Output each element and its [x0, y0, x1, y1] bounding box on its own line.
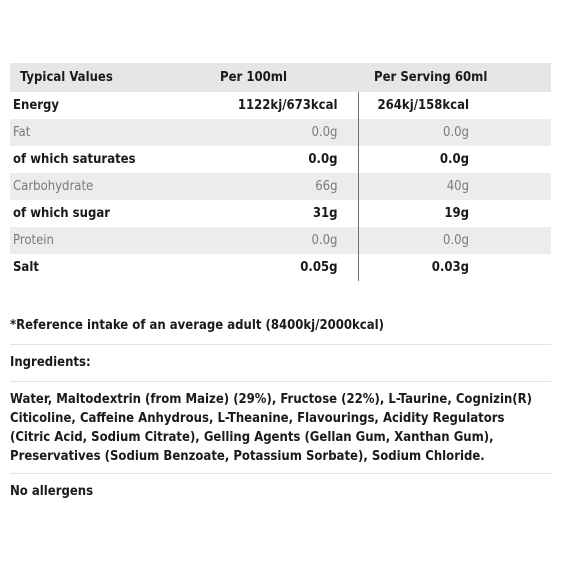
- row-value-per-100ml: 0.05g: [204, 254, 358, 281]
- row-value-per-100ml: 0.0g: [204, 119, 358, 146]
- header-per-100ml: Per 100ml: [204, 63, 358, 92]
- divider: [10, 381, 551, 382]
- header-per-serving: Per Serving 60ml: [358, 63, 551, 92]
- ingredients-line: (Citric Acid, Sodium Citrate), Gelling Agents (Gellan Gum, Xanthan Gum),: [10, 430, 494, 445]
- table-row-saturates: [10, 146, 551, 173]
- row-label: Salt: [13, 260, 39, 275]
- table-row-salt: [10, 254, 551, 281]
- row-value-per-100ml: 1122kj/673kcal: [204, 92, 358, 119]
- row-value-per-100ml: 0.0g: [204, 146, 358, 173]
- row-value-per-serving: 19g: [444, 206, 469, 221]
- row-label: Protein: [10, 227, 204, 254]
- ingredients-line: Citicoline, Caffeine Anhydrous, L-Theanine, Flavourings, Acidity Regulators: [10, 411, 505, 426]
- row-value-per-serving: 0.03g: [431, 260, 469, 275]
- allergens-note: No allergens: [10, 484, 94, 499]
- row-value-per-serving: 0.0g: [358, 119, 551, 146]
- row-value-per-serving: 264kj/158kcal: [377, 98, 469, 113]
- divider: [10, 473, 551, 474]
- row-value-per-serving: 40g: [358, 173, 551, 200]
- row-value-per-serving: 0.0g: [358, 227, 551, 254]
- table-row-energy: [10, 92, 551, 119]
- row-value-per-serving: 0.0g: [439, 152, 469, 167]
- ingredients-heading: Ingredients:: [10, 355, 91, 370]
- table-row-fat: [10, 119, 551, 146]
- row-value-per-100ml: 0.0g: [204, 227, 358, 254]
- table-row-carbohydrate: [10, 173, 551, 200]
- row-label: of which sugar: [13, 206, 110, 221]
- ingredients-line: Preservatives (Sodium Benzoate, Potassium Sorbate), Sodium Chloride.: [10, 449, 485, 464]
- row-label: of which saturates: [13, 152, 136, 167]
- ingredients-line: Water, Maltodextrin (from Maize) (29%), Fructose (22%), L-Taurine, Cognizin(R): [10, 392, 532, 407]
- row-label: Energy: [13, 98, 60, 113]
- ingredients-text: [10, 390, 551, 466]
- row-label: Carbohydrate: [10, 173, 204, 200]
- reference-intake-note: *Reference intake of an average adult (8400kj/2000kcal): [10, 318, 384, 333]
- nutrition-table-container: [10, 63, 551, 281]
- table-row-protein: [10, 227, 551, 254]
- nutrition-table: [10, 63, 551, 281]
- row-value-per-100ml: 66g: [204, 173, 358, 200]
- row-value-per-100ml: 31g: [204, 200, 358, 227]
- header-typical-values: Typical Values: [10, 63, 204, 92]
- table-header-row: [10, 63, 551, 92]
- table-row-sugar: [10, 200, 551, 227]
- row-label: Fat: [10, 119, 204, 146]
- divider: [10, 344, 551, 345]
